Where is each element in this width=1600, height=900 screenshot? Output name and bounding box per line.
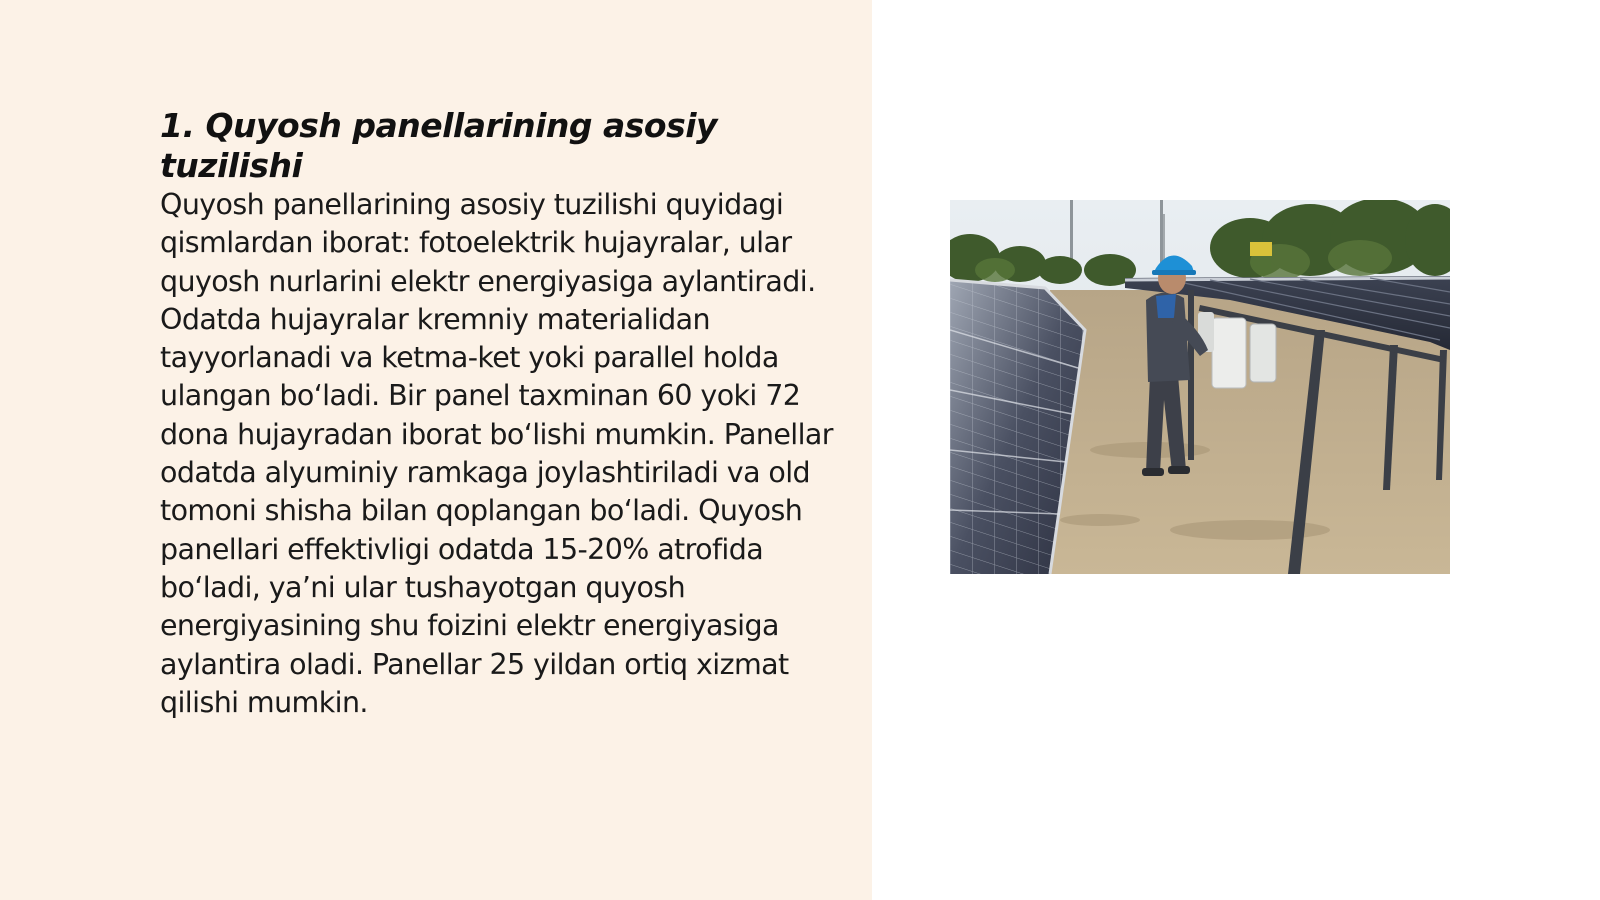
slide-body-text: Quyosh panellarining asosiy tuzilishi quyidagi qismlardan iborat: fotoelektrik hujayralar, ular quyosh nurlarini elektr energiyasiga aylantiradi. Odatda hujayralar kremniy materialidan tayyorlanadi va ketma-ket yoki parallel holda ulangan bo‘ladi. Bir panel taxminan 60 yoki 72 dona hujayradan iborat bo‘lishi mumkin. Panellar odatda alyuminiy ramkaga joylashtiriladi va old tomoni shisha bilan qoplangan bo‘ladi. Quyosh panellari effektivligi odatda 15-20% atrofida bo‘ladi, ya’ni ular tushayotgan quyosh energiyasining shu foizini elektr energiyasiga aylantira oladi. Panellar 25 yildan ortiq xizmat qilishi mumkin. (160, 188, 833, 719)
slide-title: 1. Quyosh panellarining asosiy tuzilishi (160, 106, 718, 185)
solar-panel-worker-photo (950, 200, 1450, 574)
